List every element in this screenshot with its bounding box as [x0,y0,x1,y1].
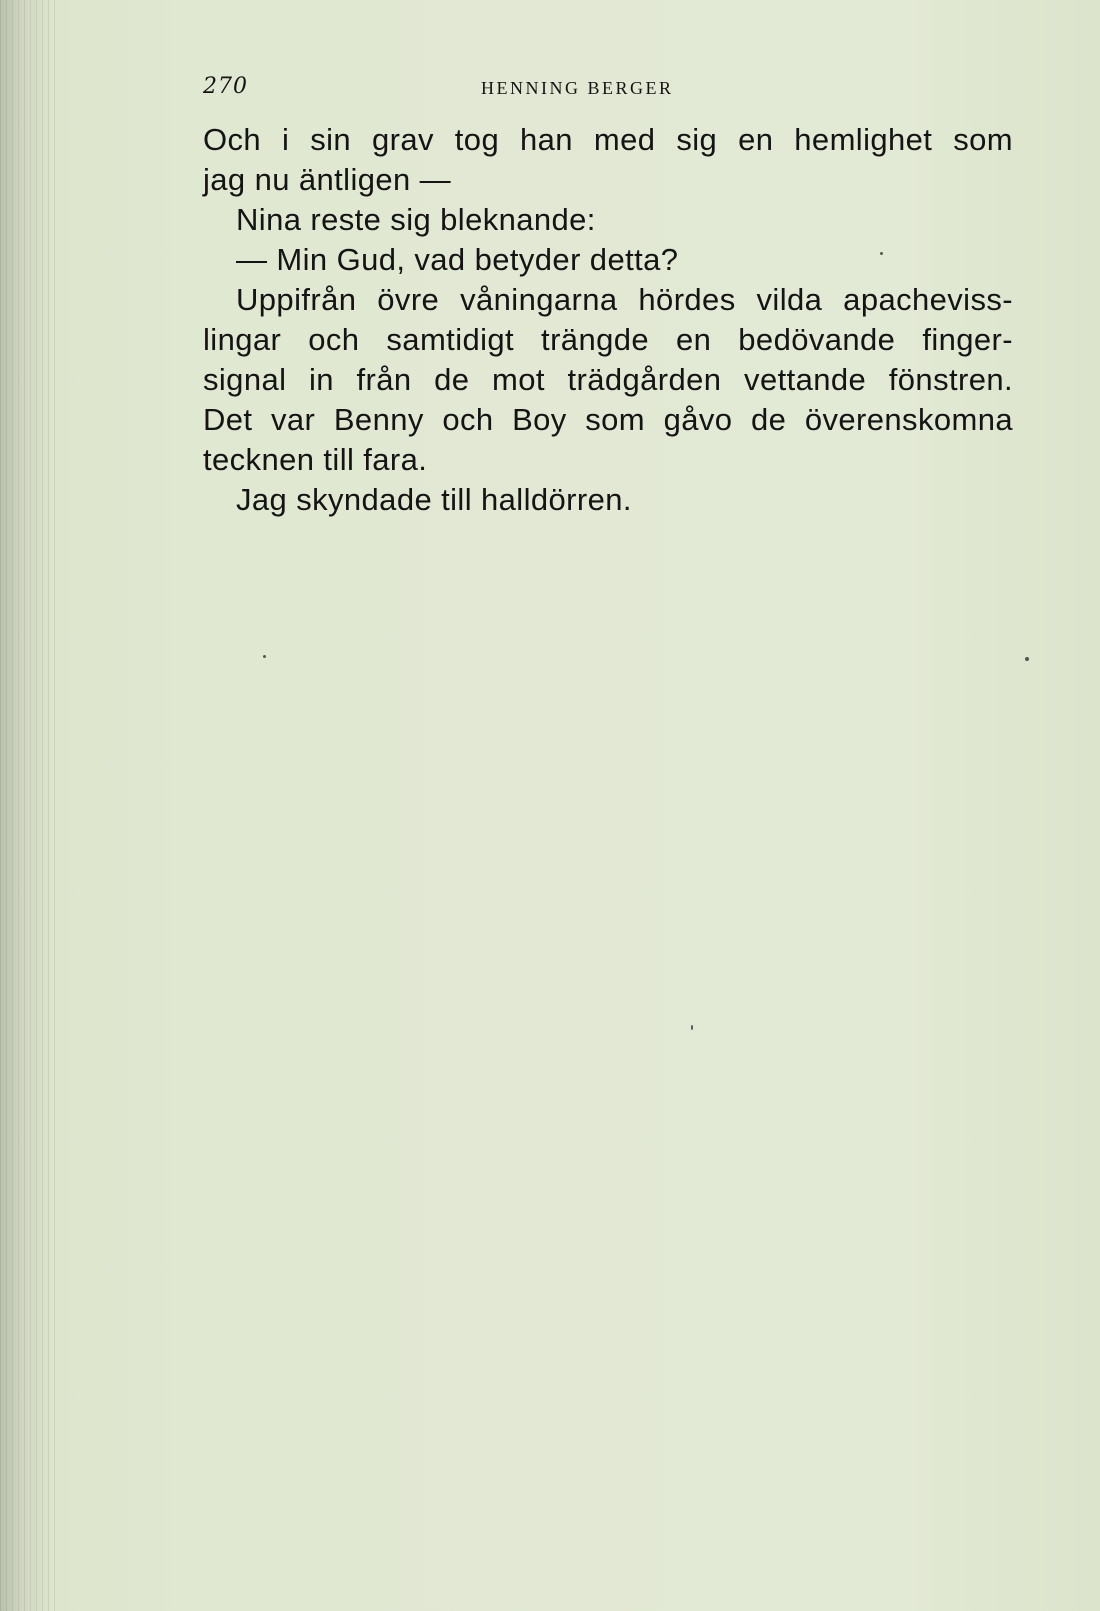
text-line-5: Uppifrån övre våningarna hördes vilda apacheviss- [236,282,1013,317]
text-line-6: lingar och samtidigt trängde en bedövande finger- [203,322,1013,357]
text-line-2: jag nu äntligen — [203,162,452,197]
text-line-3: Nina reste sig bleknande: [236,202,596,237]
paper-speck [263,655,266,658]
text-line-1: Och i sin grav tog han med sig en hemlighet som [203,122,1013,157]
paper-speck [1025,657,1029,661]
text-line-7: signal in från de mot trädgården vettande fönstren. [203,362,1013,397]
running-head-author: HENNING BERGER [481,78,674,98]
running-head [203,74,723,104]
page-edge [0,0,56,1611]
paper-speck [691,1025,693,1030]
body-text [203,120,1013,520]
paper-speck [880,252,883,255]
page-number: 270 [203,74,248,99]
text-line-4: — Min Gud, vad betyder detta? [236,242,679,277]
text-line-10: Jag skyndade till halldörren. [236,482,632,517]
text-line-8: Det var Benny och Boy som gåvo de överenskomna [203,402,1013,437]
text-line-9: tecknen till fara. [203,442,428,477]
